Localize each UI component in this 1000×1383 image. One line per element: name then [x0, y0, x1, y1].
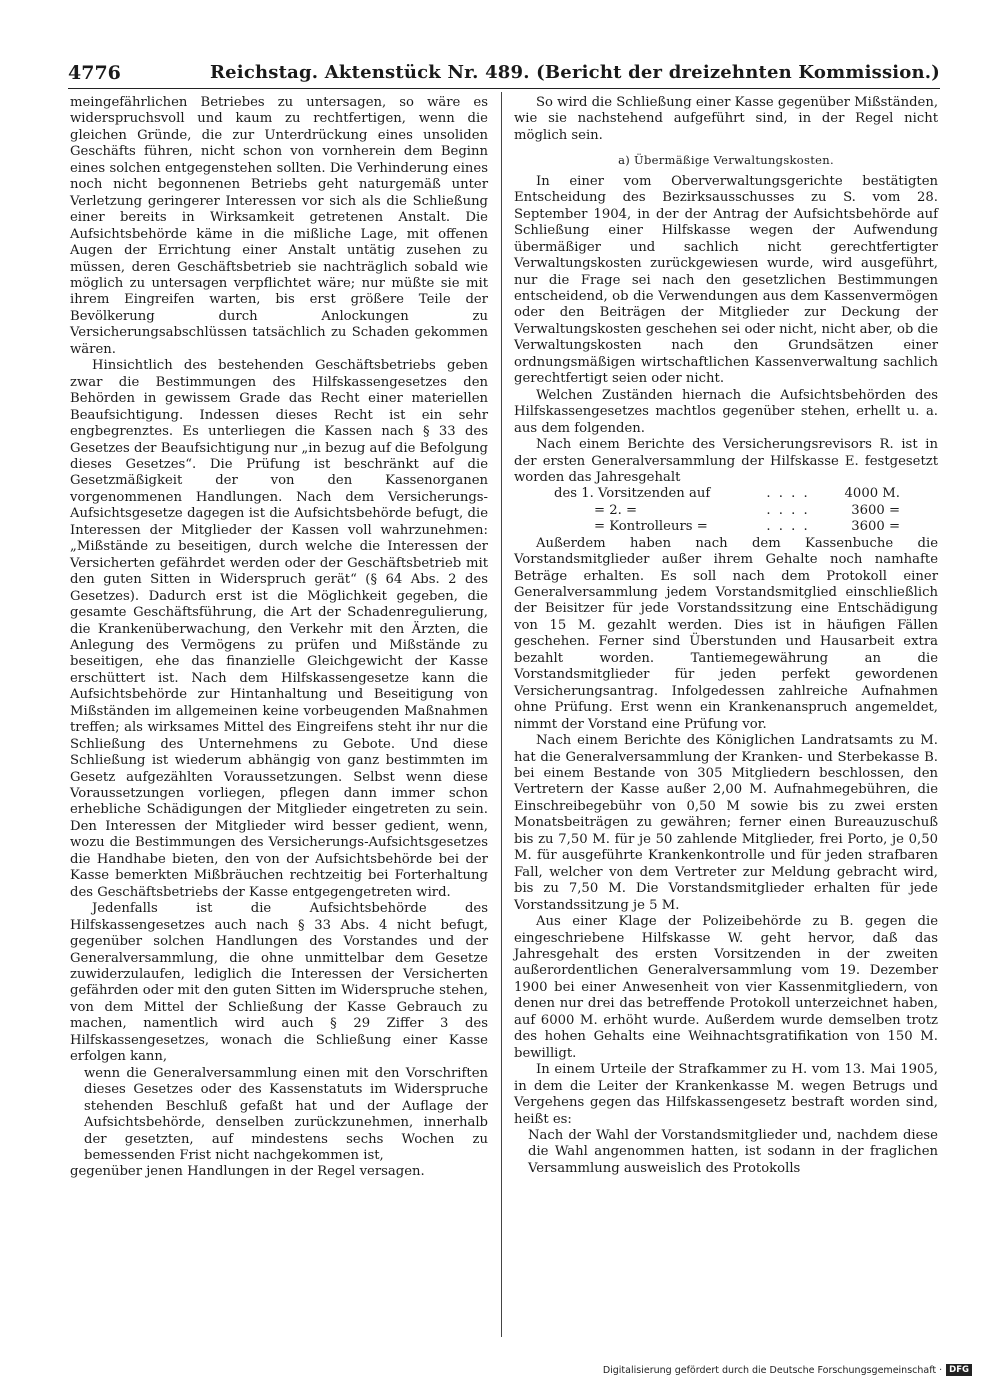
dfg-logo-icon: DFG — [946, 1364, 972, 1376]
paragraph: Nach einem Berichte des Königlichen Landratsamts zu M. hat die Generalversammlung der Kranken- und Sterbekasse B. bei einem Bestande von 305 Mitgliedern beschlossen, den Vertretern der Kasse außer 2,00 M. Aufnahmegebühren, die Einschreibegebühr von 0,50 M sowie bis zu zwei ersten Monatsbeiträgen zu gewähren; ferner einen Bureauzuschuß bis zu 7,50 M. für je 50 zahlende Mitglieder, frei Porto, je 0,50 M. für ausgeführte Krankenkontrolle und für jeden strafbaren Fall, welcher von dem Vertreter zur Meldung gebracht wird, bis zu 7,50 M. Die Vorstandsmitglieder erhalten für jede Vorstandssitzung je 5 M. — [514, 733, 938, 913]
digitization-footer — [603, 1364, 972, 1376]
left-column — [70, 95, 488, 1181]
salary-label: = 2. = — [594, 502, 638, 518]
salary-label: des 1. Vorsitzenden auf — [554, 486, 711, 502]
quoted-law-text: wenn die Generalversammlung einen mit den Vorschriften dieses Gesetzes oder des Kassenstatuts im Widerspruche stehenden Beschluß gefaßt hat und der Auflage der Aufsichtsbehörde, denselben zurückzunehmen, innerhalb der gesetzten, auf mindestens sechs Wochen zu bemessenden Frist nicht nachgekommen ist, — [84, 1065, 488, 1163]
paragraph: Welchen Zuständen hiernach die Aufsichtsbehörden des Hilfskassengesetzes machtlos gegenüber stehen, erhellt u. a. aus dem folgenden. — [514, 387, 938, 436]
paragraph: gegenüber jenen Handlungen in der Regel versagen. — [70, 1164, 425, 1180]
salary-label: = Kontrolleurs = — [594, 519, 708, 535]
paragraph: So wird die Schließung einer Kasse gegenüber Mißständen, wie sie nachstehend aufgeführt sind, in der Regel nicht möglich sein. — [514, 95, 939, 143]
paragraph: Nach einem Berichte des Versicherungsrevisors R. ist in der ersten Generalversammlung der Hilfskasse E. festgesetzt worden das Jahresgehalt — [514, 437, 938, 485]
header-rule — [68, 88, 940, 89]
paragraph: Außerdem haben nach dem Kassenbuche die Vorstandsmitglieder außer ihrem Gehalte noch namhafte Beträge erhalten. Es soll nach dem Protokoll einer Generalversammlung jedem Vorstandsmitglied einschließlich der Beisitzer für jede Vorstandssitzung eine Entschädigung von 15 M. gezahlt werden. Dies ist in häufigen Fällen geschehen. Ferner sind Überstunden und Hausarbeit extra bezahlt worden. Tantiemegewährung an die Vorstandsmitglieder für jeden perfekt gewordenen Versicherungsantrag. Infolgedessen zahlreiche Aufnahmen ohne Prüfung. Erst wenn ein Krankenanspruch angemeldet, nimmt der Vorstand eine Prüfung vor. — [514, 535, 938, 732]
table-row — [554, 519, 904, 535]
page-header — [68, 62, 938, 90]
salary-amount: 3600 = — [851, 519, 900, 535]
salary-amount: 4000 M. — [844, 486, 900, 502]
right-column — [514, 95, 938, 1177]
paragraph: In einer vom Oberverwaltungsgerichte bestätigten Entscheidung des Bezirksausschusses zu S. vom 28. September 1904, in der der Antrag der Aufsichtsbehörde auf Schließung einer Hilfskasse wegen der Aufwendung übermäßiger und sachlich nicht gerechtfertigter Verwaltungskosten zurückgewiesen wurde, wird ausgeführt, nur die Frage sei nach den gesetzlichen Bestimmungen entscheidend, ob die Verwendungen aus dem Kassenvermögen oder den Beiträgen der Mitglieder zur Deckung der Verwaltungskosten geschehen sei oder nicht, nicht aber, ob die Verwaltungskosten nach den Grundsätzen einer ordnungsmäßigen wirtschaftlichen Kassenverwaltung sachlich gerechtfertigt seien oder nicht. — [514, 173, 938, 387]
leader-dots: . . . . — [766, 519, 810, 535]
paragraph: Hinsichtlich des bestehenden Geschäftsbetriebs geben zwar die Bestimmungen des Hilfskassengesetzes den Behörden in gewissem Grade das Recht einer materiellen Beaufsichtigung. Indessen dieses Recht ist ein sehr engbegrenztes. Es unterliegen die Kassen nach § 33 des Gesetzes der Beaufsichtigung nur „in bezug auf die Befolgung dieses Gesetzes“. Die Prüfung ist beschränkt auf die Gesetzmäßigkeit der von den Kassenorganen vorgenommenen Handlungen. Nach dem Versicherungs-Aufsichtsgesetze dagegen ist die Aufsichtsbehörde befugt, die Interessen der Mitglieder der Kassen voll wahrzunehmen: „Mißstände zu beseitigen, durch welche die Interessen der Versicherten gefährdet werden oder der Geschäftsbetrieb mit den guten Sitten in Widerspruch gerät“ (§ 64 Abs. 2 des Gesetzes). Dadurch erst ist die Möglichkeit gegeben, die gesamte Geschäftsführung, die Art der Schadenregulierung, die Krankenüberwachung, den Verkehr mit den Ärzten, die Anlegung des Vermögens zu prüfen und Mißstände zu beseitigen, ehe das finanzielle Gleichgewicht der Kasse erschüttert ist. Nach dem Hilfskassengesetze kann die Aufsichtsbehörde zur Hintanhaltung und Beseitigung von Mißständen im allgemeinen keine vorbeugenden Maßnahmen treffen; als wirksames Mittel des Eingreifens steht ihr nur die Schließung des Unternehmens zu Gebote. Und diese Schließung ist wiederum abhängig von ganz bestimmten im Gesetz aufgezählten Voraussetzungen. Selbst wenn diese Voraussetzungen vorliegen, pflegen dann immer schon erhebliche Schädigungen der Mitglieder eingetreten zu sein. Den Interessen der Mitglieder wird besser gedient, wenn, wozu die Bestimmungen des Versicherungs-Aufsichtsgesetzes die Handhabe bieten, den von der Aufsichtsbehörde bei der Kasse bemerkten Mißbräuchen rechtzeitig bei Forterhaltung des Geschäftsbetriebs der Kasse entgegengetreten wird. — [70, 358, 488, 900]
paragraph: In einem Urteile der Strafkammer zu H. vom 13. Mai 1905, in dem die Leiter der Krankenkasse M. wegen Betrugs und Vergehens gegen das Hilfskassengesetz bestraft worden sind, heißt es: — [514, 1062, 938, 1127]
table-row — [554, 503, 904, 519]
salary-table — [554, 486, 904, 535]
leader-dots: . . . . — [766, 502, 810, 518]
paragraph: Aus einer Klage der Polizeibehörde zu B. gegen die eingeschriebene Hilfskasse W. geht hervor, daß das Jahresgehalt des ersten Vorsitzenden in der zweiten außerordentlichen Generalversammlung vom 19. Dezember 1900 bei einer Anwesenheit von vier Kassenmitgliedern, von denen nur drei das betreffende Protokoll unterzeichnet haben, auf 6000 M. erhöht wurde. Außerdem wurde demselben trotz des hohen Gehalts eine Weihnachtsgratifikation von 150 M. bewilligt. — [514, 914, 938, 1061]
column-divider — [501, 92, 502, 1337]
quoted-judgment-text: Nach der Wahl der Vorstandsmitglieder und, nachdem diese die Wahl angenommen hatten, ist sodann in der fraglichen Versammlung ausweislich des Protokolls — [528, 1127, 938, 1176]
table-row — [554, 486, 904, 502]
leader-dots: . . . . — [766, 486, 810, 502]
footer-text: Digitalisierung gefördert durch die Deutsche Forschungsgemeinschaft · — [602, 1364, 943, 1376]
page-number: 4776 — [68, 62, 121, 84]
salary-amount: 3600 = — [851, 502, 900, 518]
running-title: Reichstag. Aktenstück Nr. 489. (Bericht der dreizehnten Kommission.) — [210, 62, 940, 83]
paragraph: meingefährlichen Betriebes zu untersagen, so wäre es widerspruchsvoll und kaum zu rechtfertigen, wenn die gleichen Gründe, die zur Unterdrückung eines unsoliden Geschäfts führen, nicht schon von vornherein dem Beginn eines solchen entgegenstehen sollten. Die Verhinderung eines noch nicht begonnenen Betriebs geht naturgemäß unter Verletzung geringerer Interessen vor sich als die Schließung einer bereits in Wirksamkeit getretenen Anstalt. Die Aufsichtsbehörde käme in die mißliche Lage, mit offenen Augen der Errichtung einer Anstalt untätig zusehen zu müssen, deren Geschäftsbetrieb sie nachträglich sobald wie möglich zu untersagen verpflichtet wäre; nur müßte sie mit ihrem Eingreifen warten, bis erst größere Teile der Bevölkerung durch Anlockungen zu Versicherungsabschlüssen tatsächlich zu Schaden gekommen wären. — [70, 95, 488, 357]
paragraph: Jedenfalls ist die Aufsichtsbehörde des Hilfskassengesetzes auch nach § 33 Abs. 4 nicht befugt, gegenüber solchen Handlungen des Vorstandes und der Generalversammlung, die ohne unmittelbar dem Gesetze zuwiderzulaufen, lediglich die Interessen der Versicherten gefährden oder mit den guten Sitten im Widerspruche stehen, von dem Mittel der Schließung der Kasse Gebrauch zu machen, namentlich wird auch § 29 Ziffer 3 des Hilfskassengesetzes, wonach die Schließung einer Kasse erfolgen kann, — [70, 901, 488, 1065]
section-subheading: a) Übermäßige Verwaltungskosten. — [618, 153, 834, 168]
